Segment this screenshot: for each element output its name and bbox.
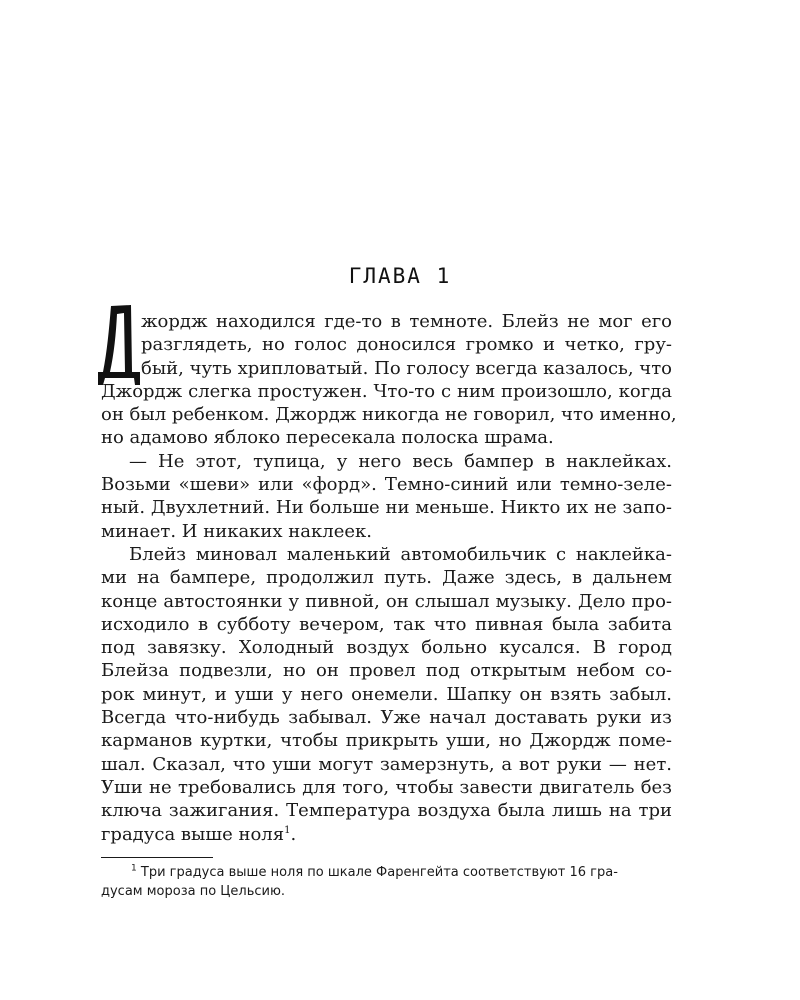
final-period: . — [290, 823, 297, 845]
text-line: Уши не требовались для того, чтобы завести двигатель без — [101, 776, 672, 798]
body-text — [101, 310, 677, 846]
text-line: Джордж слегка простужен. Что-то с ним произошло, когда — [101, 380, 672, 402]
text-line: Блейза подвезли, но он провел под открытым небом со- — [101, 660, 672, 682]
text-line: но адамово яблоко пересекала полоска шрама. — [101, 427, 554, 449]
chapter-title: ГЛАВА 1 — [348, 264, 452, 288]
footnote-reference: 1 — [284, 824, 291, 836]
footnote-divider — [101, 857, 213, 858]
text-line: ный. Двухлетний. Ни больше ни меньше. Никто их не запо- — [101, 497, 672, 519]
text-line: Возьми «шеви» или «форд». Темно-синий или темно-зеле- — [101, 474, 672, 496]
text-line: — Не этот, тупица, у него весь бампер в наклейках. — [129, 450, 672, 472]
text-line: конце автостоянки у пивной, он слышал музыку. Дело про- — [101, 590, 672, 612]
text-line: бый, чуть хрипловатый. По голосу всегда казалось, что — [141, 357, 672, 379]
text-line-final — [101, 823, 672, 846]
text-line: исходило в субботу вечером, так что пивная была забита — [101, 613, 672, 635]
text-line: ми на бампере, продолжил путь. Даже здесь, в дальнем — [101, 567, 672, 589]
text-line: рок минут, и уши у него онемели. Шапку он взять забыл. — [101, 683, 672, 705]
text-line: Всегда что-нибудь забывал. Уже начал доставать руки из — [101, 707, 672, 729]
footnote-text-1: Три градуса выше ноля по шкале Фаренгейта соответствуют 16 гра- — [140, 865, 618, 880]
footnote — [101, 863, 672, 901]
text-line: под завязку. Холодный воздух больно кусался. В город — [101, 637, 672, 659]
final-line-text: градуса выше ноля — [101, 823, 285, 845]
text-line: он был ребенком. Джордж никогда не говорил, что именно, — [101, 404, 677, 426]
text-line: карманов куртки, чтобы прикрыть уши, но Джордж поме- — [101, 730, 672, 752]
footnote-marker: 1 — [131, 863, 137, 874]
text-line: жордж находился где-то в темноте. Блейз не мог его — [141, 311, 672, 332]
text-line: Блейз миновал маленький автомобильчик с наклейка- — [129, 543, 672, 565]
text-line: разглядеть, но голос доносился громко и четко, гру- — [141, 334, 672, 356]
text-line: шал. Сказал, что уши могут замерзнуть, а вот руки — нет. — [101, 753, 672, 775]
text-line: минает. И никаких наклеек. — [101, 520, 372, 542]
footnote-line — [101, 863, 672, 882]
text-line: ключа зажигания. Температура воздуха была лишь на три — [101, 800, 672, 822]
footnote-line: дусам мороза по Цельсию. — [101, 884, 286, 899]
